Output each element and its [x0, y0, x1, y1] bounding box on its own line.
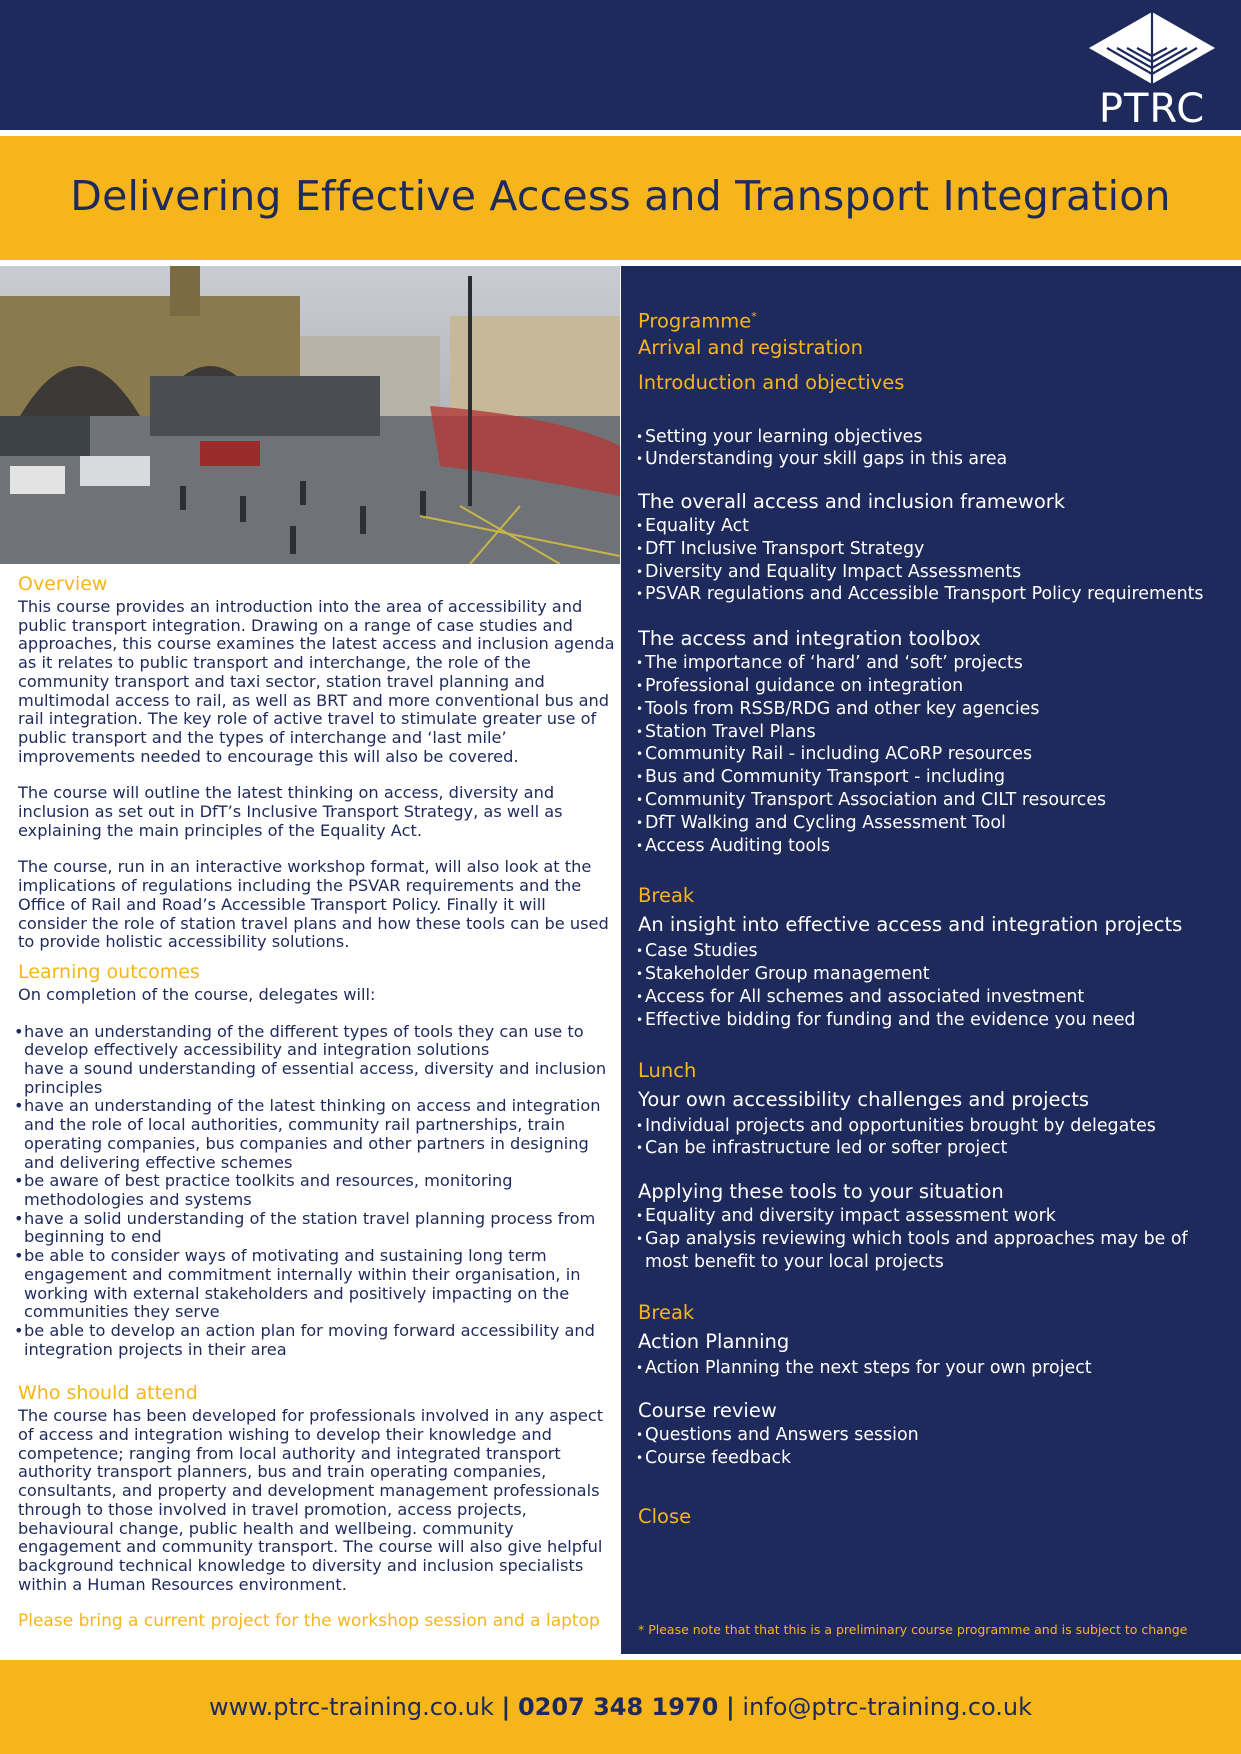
- list-item: • Can be infrastructure led or softer project: [638, 1137, 1228, 1160]
- framework-list: [638, 515, 1228, 606]
- title-band: [0, 136, 1241, 260]
- intro-heading: Introduction and objectives: [638, 370, 905, 394]
- insight-list: [638, 940, 1228, 1031]
- break-1: Break: [638, 884, 695, 908]
- list-item: • Understanding your skill gaps in this area: [638, 448, 1228, 471]
- overview-heading: Overview: [18, 573, 108, 595]
- ptrc-pyramid-icon: [1087, 10, 1217, 88]
- logo-text: PTRC: [1098, 86, 1206, 132]
- list-item: • be able to consider ways of motivating and sustaining long term engagement and commitment internally within their organisation, in working with external stakeholders and positively impacting on the communities they serve: [18, 1247, 618, 1322]
- framework-heading: The overall access and inclusion framework: [638, 490, 1066, 514]
- list-item: • Diversity and Equality Impact Assessments: [638, 561, 1228, 584]
- email-link[interactable]: info@ptrc-training.co.uk: [742, 1693, 1033, 1721]
- bring-project-note: Please bring a current project for the workshop session and a laptop: [18, 1611, 600, 1632]
- applying-list: [638, 1205, 1228, 1273]
- list-item: • Community Rail - including ACoRP resources: [638, 743, 1228, 766]
- list-item: • be aware of best practice toolkits and resources, monitoring methodologies and systems: [18, 1172, 618, 1209]
- list-item: • Stakeholder Group management: [638, 963, 1228, 986]
- list-item: • Gap analysis reviewing which tools and approaches may be of most benefit to your local projects: [638, 1228, 1228, 1274]
- list-item: • PSVAR regulations and Accessible Transport Policy requirements: [638, 583, 1228, 606]
- arrival-item: Arrival and registration: [638, 335, 863, 359]
- list-item: • Equality Act: [638, 515, 1228, 538]
- own-projects-heading: Your own accessibility challenges and projects: [638, 1087, 1090, 1111]
- list-item: • have an understanding of the different types of tools they can use to develop effectively accessibility and integration solutions: [18, 1023, 618, 1060]
- learning-outcomes-list: [18, 1023, 618, 1360]
- overview-paragraph-1: This course provides an introduction into the area of accessibility and public transport integration. Drawing on a range of case studies and approaches, this course examines the latest access and inclusion agenda as it relates to public transport and interchange, the role of the community transport and taxi sector, station travel planning and multimodal access to rail, as well as BRT and more conventional bus and rail integration. The key role of active travel to stimulate greater use of public transport and the types of interchange and ‘last mile’ improvements needed to encourage this will also be covered.: [18, 597, 615, 766]
- who-should-attend-heading: Who should attend: [18, 1382, 198, 1405]
- lunch: Lunch: [638, 1058, 697, 1082]
- list-item: • Action Planning the next steps for your own project: [638, 1357, 1228, 1380]
- list-item: • Bus and Community Transport - including: [638, 766, 1228, 789]
- break-2: Break: [638, 1300, 695, 1324]
- list-item: • Individual projects and opportunities brought by delegates: [638, 1115, 1228, 1138]
- intro-list: [638, 426, 1228, 472]
- list-item: • Community Transport Association and CILT resources: [638, 789, 1228, 812]
- list-item: have a sound understanding of essential access, diversity and inclusion principles: [24, 1059, 607, 1097]
- who-should-attend-paragraph: The course has been developed for professionals involved in any aspect of access and integration wishing to develop their knowledge and competence; ranging from local authority and integrated transport authority transport planners, bus and train operating companies, consultants, and property and development management professionals through to those involved in travel promotion, access projects, behavioural change, public health and wellbeing. community engagement and community transport. The course will also give helpful background technical knowledge to diversity and inclusion specialists within a Human Resources environment.: [18, 1406, 604, 1594]
- list-item: • Station Travel Plans: [638, 721, 1228, 744]
- list-item: • Access for All schemes and associated investment: [638, 986, 1228, 1009]
- separator: |: [725, 1693, 735, 1721]
- action-planning-heading: Action Planning: [638, 1329, 790, 1353]
- list-item: • Professional guidance on integration: [638, 675, 1228, 698]
- course-review-list: [638, 1424, 1228, 1470]
- list-item: • Tools from RSSB/RDG and other key agencies: [638, 698, 1228, 721]
- website-link[interactable]: www.ptrc-training.co.uk: [208, 1693, 494, 1721]
- list-item: • DfT Inclusive Transport Strategy: [638, 538, 1228, 561]
- footer-band: [0, 1660, 1241, 1754]
- list-item: • Setting your learning objectives: [638, 426, 1228, 449]
- list-item: • Questions and Answers session: [638, 1424, 1228, 1447]
- list-item: • Case Studies: [638, 940, 1228, 963]
- list-item: • DfT Walking and Cycling Assessment Tool: [638, 812, 1228, 835]
- programme-heading: Programme*: [638, 309, 757, 333]
- left-column: [18, 572, 618, 1631]
- overview-paragraph-2: The course will outline the latest thinking on access, diversity and inclusion as set out in DfT’s Inclusive Transport Strategy, as well as explaining the main principles of the Equality Act.: [18, 783, 563, 840]
- learning-outcomes-intro: On completion of the course, delegates will:: [18, 984, 376, 1004]
- list-item: • Effective bidding for funding and the evidence you need: [638, 1009, 1228, 1032]
- programme-panel: [621, 266, 1241, 1654]
- header-band: [0, 0, 1241, 130]
- toolbox-list: [638, 652, 1228, 857]
- contact-line: [0, 1693, 1241, 1721]
- kings-cross-photo: [0, 266, 620, 564]
- page-title: Delivering Effective Access and Transport Integration: [70, 172, 1171, 220]
- toolbox-heading: The access and integration toolbox: [638, 627, 981, 651]
- list-item: • have an understanding of the latest thinking on access and integration and the role of local authorities, community rail partnerships, train operating companies, bus companies and other partners in designing and delivering effective schemes: [18, 1097, 618, 1172]
- insight-heading: An insight into effective access and integration projects: [638, 913, 1183, 937]
- applying-heading: Applying these tools to your situation: [638, 1180, 1004, 1204]
- list-item: • The importance of ‘hard’ and ‘soft’ projects: [638, 652, 1228, 675]
- phone-number: 0207 348 1970: [517, 1693, 719, 1721]
- list-item: • Access Auditing tools: [638, 835, 1228, 858]
- list-item: • Equality and diversity impact assessment work: [638, 1205, 1228, 1228]
- close-item: Close: [638, 1505, 692, 1529]
- course-review-heading: Course review: [638, 1399, 777, 1423]
- list-item: • be able to develop an action plan for moving forward accessibility and integration projects in their area: [18, 1322, 618, 1359]
- ptrc-logo: [1087, 10, 1217, 132]
- programme-footnote: * Please note that that this is a preliminary course programme and is subject to change: [638, 1622, 1188, 1637]
- separator: |: [501, 1693, 511, 1721]
- list-item: • have a solid understanding of the station travel planning process from beginning to end: [18, 1210, 618, 1247]
- action-planning-list: [638, 1357, 1228, 1380]
- overview-paragraph-3: The course, run in an interactive workshop format, will also look at the implications of regulations including the PSVAR requirements and the Office of Rail and Road’s Accessible Transport Policy. Finally it will consider the role of station travel plans and how these tools can be used to provide holistic accessibility solutions.: [18, 857, 609, 952]
- list-item: • Course feedback: [638, 1447, 1228, 1470]
- own-projects-list: [638, 1115, 1228, 1161]
- learning-outcomes-heading: Learning outcomes: [18, 960, 200, 983]
